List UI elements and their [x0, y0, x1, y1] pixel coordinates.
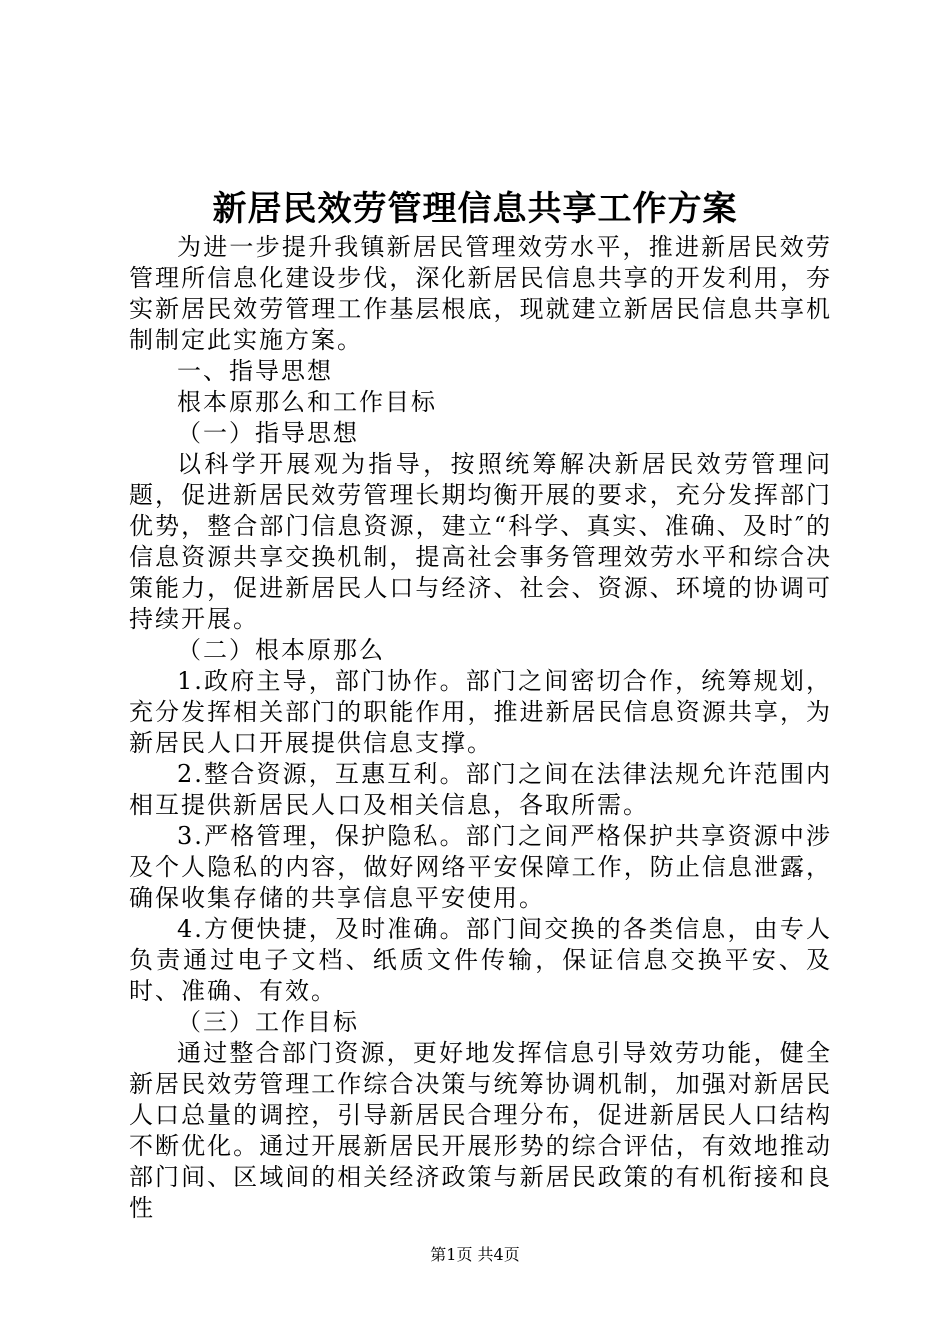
page-title: 新居民效劳管理信息共享工作方案	[212, 189, 738, 229]
document-body	[129, 232, 832, 1224]
paragraph-principle-1: 1.政府主导，部门协作。部门之间密切合作，统筹规划，充分发挥相关部门的职能作用，推进新居民信息资源共享，为新居民人口开展提供信息支撑。	[129, 667, 832, 757]
section-heading-1: 一、指导思想	[177, 357, 333, 385]
paragraph-principle-4: 4.方便快捷，及时准确。部门间交换的各类信息，由专人负责通过电子文档、纸质文件传输，保证信息交换平安、及时、准确、有效。	[129, 915, 832, 1005]
subsection-heading-principles: （二）根本原那么	[177, 636, 385, 664]
section-heading-1-cont: 根本原那么和工作目标	[177, 388, 437, 416]
paragraph-guiding: 以科学开展观为指导，按照统筹解决新居民效劳管理问题，促进新居民效劳管理长期均衡开展的要求，充分发挥部门优势，整合部门信息资源，建立“科学、真实、准确、及时″的信息资源共享交换机制，提高社会事务管理效劳水平和综合决策能力，促进新居民人口与经济、社会、资源、环境的协调可持续开展。	[129, 450, 832, 633]
paragraph-principle-2: 2.整合资源，互惠互利。部门之间在法律法规允许范围内相互提供新居民人口及相关信息，各取所需。	[129, 760, 832, 819]
paragraph-goals: 通过整合部门资源，更好地发挥信息引导效劳功能，健全新居民效劳管理工作综合决策与统筹协调机制，加强对新居民人口总量的调控，引导新居民合理分布，促进新居民人口结构不断优化。通过开展新居民开展形势的综合评估，有效地推动部门间、区域间的相关经济政策与新居民政策的有机衔接和良性	[129, 1039, 832, 1222]
paragraph-intro: 为进一步提升我镇新居民管理效劳水平，推进新居民效劳管理所信息化建设步伐，深化新居民信息共享的开发利用，夯实新居民效劳管理工作基层根底，现就建立新居民信息共享机制制定此实施方案。	[129, 233, 832, 354]
page-footer: 第1页 共4页	[430, 1245, 520, 1264]
subsection-heading-guiding: （一）指导思想	[177, 419, 359, 447]
paragraph-principle-3: 3.严格管理，保护隐私。部门之间严格保护共享资源中涉及个人隐私的内容，做好网络平安保障工作，防止信息泄露，确保收集存储的共享信息平安使用。	[129, 822, 832, 912]
subsection-heading-goals: （三）工作目标	[177, 1008, 359, 1036]
